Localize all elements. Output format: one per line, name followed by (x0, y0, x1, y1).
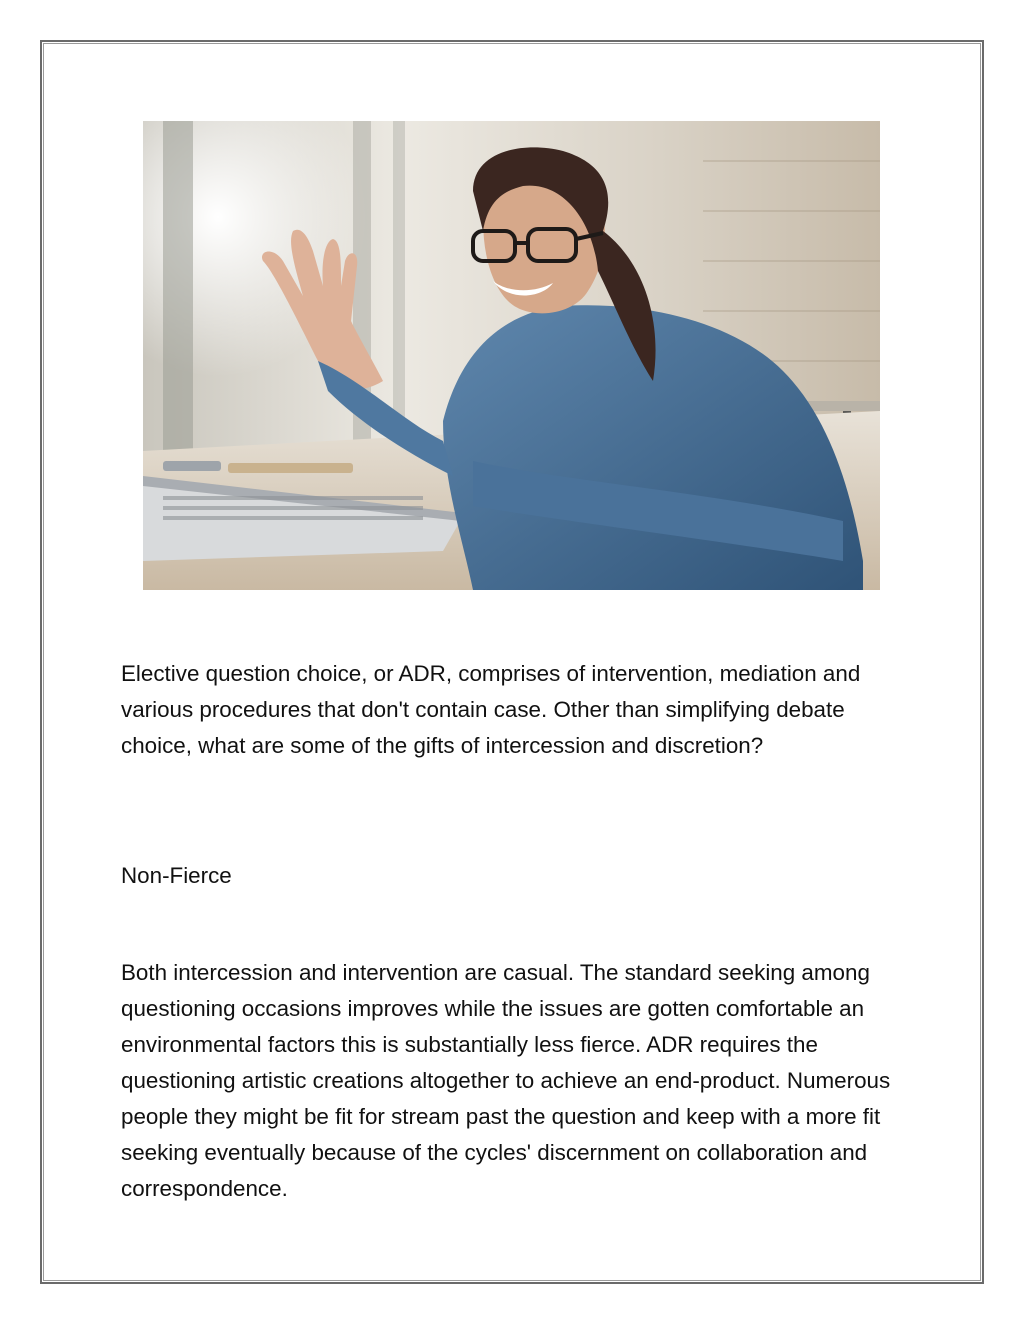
intro-paragraph: Elective question choice, or ADR, comprises of intervention, mediation and various procedures that don't contain case. Other than simplifying debate choice, what are some of the gifts of intercession and discretion? (121, 661, 861, 758)
body-paragraph: Both intercession and intervention are casual. The standard seeking among questioning occasions improves while the issues are gotten comfortable an environmental factors this is substantially less fierce. ADR requires the questioning artistic creations altogether to achieve an end-product. Numerous people they might be fit for stream past the question and keep with a more fit seeking eventually because of the cycles' discernment on collaboration and correspondence. (121, 960, 891, 1201)
woman-waving-at-laptop-photo (143, 121, 880, 590)
section-heading: Non-Fierce (121, 863, 232, 888)
